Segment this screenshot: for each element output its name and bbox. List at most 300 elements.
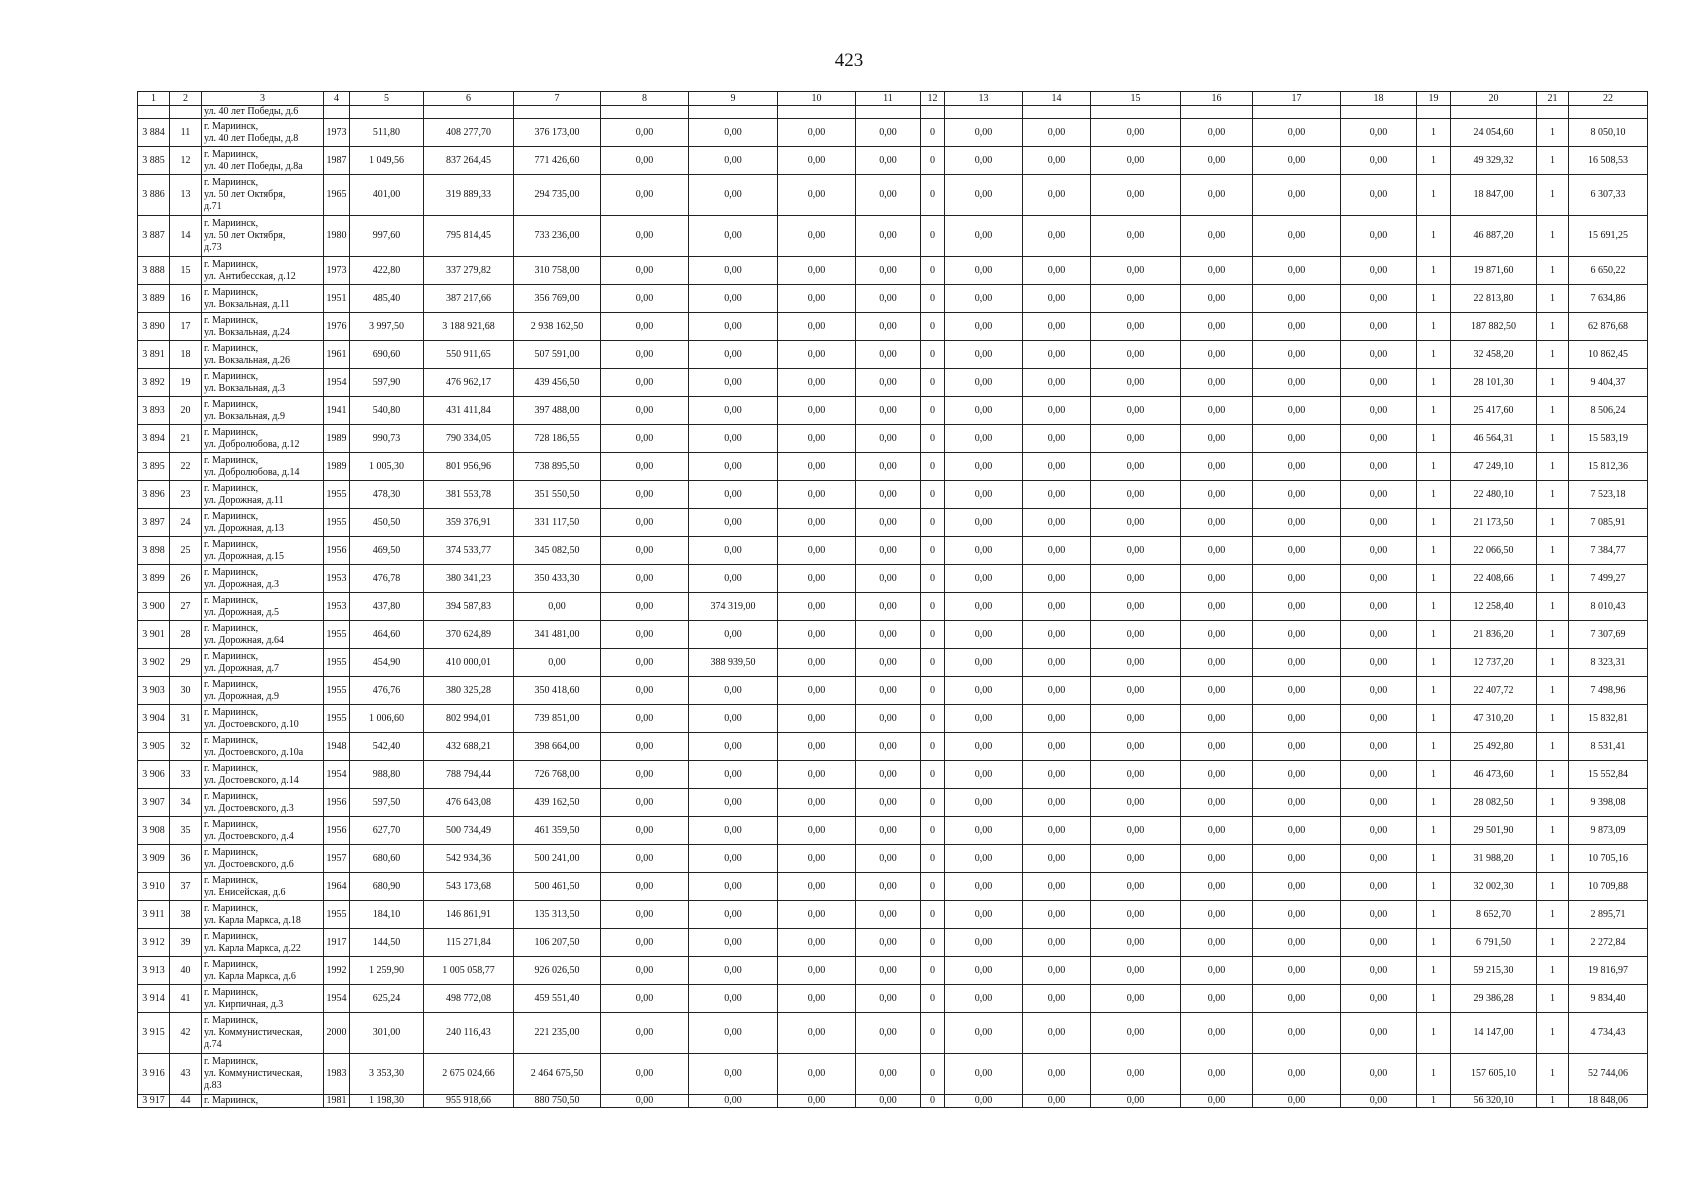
table-cell: 408 277,70 xyxy=(424,119,514,147)
table-cell: 0,00 xyxy=(601,733,689,761)
table-cell: 0,00 xyxy=(601,761,689,789)
table-cell: 0,00 xyxy=(689,119,778,147)
table-row xyxy=(138,705,1648,733)
table-cell: 0,00 xyxy=(1341,761,1417,789)
table-cell: 476 643,08 xyxy=(424,789,514,817)
table-cell: 0,00 xyxy=(689,216,778,257)
table-cell: 0,00 xyxy=(856,257,921,285)
table-cell: 12 737,20 xyxy=(1451,649,1537,677)
table-cell: 1 xyxy=(1537,1013,1569,1054)
table-cell: 788 794,44 xyxy=(424,761,514,789)
table-cell: 1948 xyxy=(324,733,350,761)
table-row xyxy=(138,509,1648,537)
table-cell: 0,00 xyxy=(601,119,689,147)
table-cell: 3 888 xyxy=(138,257,170,285)
table-cell: 3 895 xyxy=(138,453,170,481)
address-cell: г. Мариинск, ул. Дорожная, д.3 xyxy=(202,565,324,593)
table-cell: 0,00 xyxy=(1181,509,1253,537)
table-cell: 0,00 xyxy=(1341,817,1417,845)
table-cell: 459 551,40 xyxy=(514,985,601,1013)
table-cell: 2 464 675,50 xyxy=(514,1054,601,1095)
table-cell: 301,00 xyxy=(350,1013,424,1054)
table-row xyxy=(138,1013,1648,1054)
table-cell: 2 938 162,50 xyxy=(514,313,601,341)
table-cell: 464,60 xyxy=(350,621,424,649)
table-cell: 0,00 xyxy=(856,873,921,901)
table-cell: 3 891 xyxy=(138,341,170,369)
table-cell: 0,00 xyxy=(1253,1054,1341,1095)
table-row xyxy=(138,481,1648,509)
table-cell: 0,00 xyxy=(1181,537,1253,565)
table-cell: 29 xyxy=(170,649,202,677)
table-cell: 0,00 xyxy=(778,593,856,621)
table-cell: 1 xyxy=(1537,369,1569,397)
table-cell: 3 889 xyxy=(138,285,170,313)
table-cell: 0,00 xyxy=(1341,119,1417,147)
table-cell: 18 847,00 xyxy=(1451,175,1537,216)
table-cell: 0,00 xyxy=(601,257,689,285)
table-cell: 1964 xyxy=(324,873,350,901)
table-cell: 0,00 xyxy=(1091,761,1181,789)
table-cell: 0,00 xyxy=(1023,957,1091,985)
table-cell: 15 xyxy=(170,257,202,285)
table-cell: 1 xyxy=(1417,733,1451,761)
data-table xyxy=(137,91,1648,1108)
table-cell: 24 054,60 xyxy=(1451,119,1537,147)
table-cell: 1 xyxy=(1417,1013,1451,1054)
table-cell: 0,00 xyxy=(945,1013,1023,1054)
table-cell: 0,00 xyxy=(1091,1054,1181,1095)
table-cell xyxy=(324,106,350,119)
column-header: 12 xyxy=(921,92,945,106)
table-cell: 597,90 xyxy=(350,369,424,397)
table-cell: 0 xyxy=(921,985,945,1013)
table-cell: 370 624,89 xyxy=(424,621,514,649)
table-cell: 0,00 xyxy=(778,313,856,341)
table-cell: 485,40 xyxy=(350,285,424,313)
table-cell: 374 319,00 xyxy=(689,593,778,621)
table-cell: 0,00 xyxy=(1091,313,1181,341)
table-cell: 0,00 xyxy=(778,985,856,1013)
table-cell: 3 903 xyxy=(138,677,170,705)
table-cell: 46 564,31 xyxy=(1451,425,1537,453)
table-cell: 0,00 xyxy=(778,621,856,649)
table-cell: 3 910 xyxy=(138,873,170,901)
table-cell: 0,00 xyxy=(945,677,1023,705)
table-cell: 0,00 xyxy=(601,369,689,397)
column-header: 7 xyxy=(514,92,601,106)
table-cell: 0,00 xyxy=(1091,873,1181,901)
table-cell: 1 259,90 xyxy=(350,957,424,985)
table-row xyxy=(138,216,1648,257)
table-cell: 0,00 xyxy=(1023,621,1091,649)
table-cell: 19 xyxy=(170,369,202,397)
table-cell: 388 939,50 xyxy=(689,649,778,677)
table-cell: 0,00 xyxy=(945,1054,1023,1095)
table-cell: 1 xyxy=(1417,537,1451,565)
table-cell: 22 813,80 xyxy=(1451,285,1537,313)
table-cell: 1 xyxy=(1417,901,1451,929)
table-cell: 0,00 xyxy=(1023,397,1091,425)
table-cell: 0,00 xyxy=(1023,761,1091,789)
table-cell: 32 xyxy=(170,733,202,761)
table-cell: 0,00 xyxy=(1253,817,1341,845)
table-cell: 42 xyxy=(170,1013,202,1054)
table-row xyxy=(138,119,1648,147)
table-cell: 7 634,86 xyxy=(1569,285,1648,313)
table-cell: 478,30 xyxy=(350,481,424,509)
table-cell: 0,00 xyxy=(1091,817,1181,845)
table-cell: 0,00 xyxy=(1341,313,1417,341)
table-cell: 9 873,09 xyxy=(1569,817,1648,845)
table-cell: 1 xyxy=(1537,649,1569,677)
table-cell: 187 882,50 xyxy=(1451,313,1537,341)
table-cell: 0,00 xyxy=(1091,677,1181,705)
table-cell: 437,80 xyxy=(350,593,424,621)
table-cell: 0,00 xyxy=(1181,341,1253,369)
table-cell: 0,00 xyxy=(945,873,1023,901)
table-cell: 0,00 xyxy=(601,341,689,369)
table-cell: 1 xyxy=(1537,929,1569,957)
table-row xyxy=(138,1054,1648,1095)
table-cell: 955 918,66 xyxy=(424,1095,514,1108)
table-cell xyxy=(138,106,170,119)
table-cell: 627,70 xyxy=(350,817,424,845)
table-cell xyxy=(601,106,689,119)
table-cell: 1 xyxy=(1417,285,1451,313)
table-cell: 1955 xyxy=(324,481,350,509)
table-cell: 0,00 xyxy=(1023,537,1091,565)
table-cell: 1 xyxy=(1537,789,1569,817)
table-cell: 0,00 xyxy=(1341,285,1417,313)
table-cell: 0,00 xyxy=(778,705,856,733)
address-cell: г. Мариинск, ул. 50 лет Октября, д.73 xyxy=(202,216,324,257)
table-cell: 1954 xyxy=(324,985,350,1013)
table-cell: 23 xyxy=(170,481,202,509)
table-cell: 728 186,55 xyxy=(514,425,601,453)
table-cell: 3 915 xyxy=(138,1013,170,1054)
table-cell: 0,00 xyxy=(1091,425,1181,453)
table-cell xyxy=(170,106,202,119)
table-cell: 0,00 xyxy=(601,873,689,901)
table-row xyxy=(138,341,1648,369)
table-cell: 498 772,08 xyxy=(424,985,514,1013)
address-cell: г. Мариинск, ул. Коммунистическая, д.83 xyxy=(202,1054,324,1095)
table-cell: 10 862,45 xyxy=(1569,341,1648,369)
table-cell xyxy=(1253,106,1341,119)
table-cell xyxy=(1537,106,1569,119)
address-cell: г. Мариинск, ул. Добролюбова, д.12 xyxy=(202,425,324,453)
table-cell: 0,00 xyxy=(778,537,856,565)
table-cell: 3 900 xyxy=(138,593,170,621)
table-cell: 0,00 xyxy=(778,901,856,929)
column-header: 11 xyxy=(856,92,921,106)
table-cell: 0,00 xyxy=(1023,565,1091,593)
table-cell: 0,00 xyxy=(856,985,921,1013)
table-cell: 0,00 xyxy=(1253,789,1341,817)
table-cell: 880 750,50 xyxy=(514,1095,601,1108)
table-cell: 8 010,43 xyxy=(1569,593,1648,621)
table-cell: 0,00 xyxy=(1091,565,1181,593)
table-cell: 0,00 xyxy=(1253,845,1341,873)
table-cell: 0,00 xyxy=(1023,705,1091,733)
table-cell: 47 310,20 xyxy=(1451,705,1537,733)
table-cell: 0,00 xyxy=(1091,901,1181,929)
table-cell: 3 901 xyxy=(138,621,170,649)
table-cell: 1 xyxy=(1417,565,1451,593)
table-cell: 0 xyxy=(921,119,945,147)
table-cell: 0,00 xyxy=(1091,985,1181,1013)
table-cell: 398 664,00 xyxy=(514,733,601,761)
table-cell: 0,00 xyxy=(601,817,689,845)
column-header: 16 xyxy=(1181,92,1253,106)
table-cell: 43 xyxy=(170,1054,202,1095)
table-cell: 0,00 xyxy=(1091,341,1181,369)
table-cell: 28 101,30 xyxy=(1451,369,1537,397)
table-cell: 0,00 xyxy=(945,649,1023,677)
table-cell: 1 xyxy=(1417,216,1451,257)
table-cell: 0,00 xyxy=(1253,761,1341,789)
table-row xyxy=(138,1095,1648,1108)
table-cell: 542,40 xyxy=(350,733,424,761)
table-row xyxy=(138,817,1648,845)
table-cell: 0,00 xyxy=(689,957,778,985)
table-cell: 3 188 921,68 xyxy=(424,313,514,341)
table-cell: 0,00 xyxy=(689,1095,778,1108)
table-cell: 144,50 xyxy=(350,929,424,957)
column-header: 2 xyxy=(170,92,202,106)
table-cell: 7 498,96 xyxy=(1569,677,1648,705)
table-cell: 0 xyxy=(921,257,945,285)
table-cell: 0,00 xyxy=(601,397,689,425)
table-cell: 8 506,24 xyxy=(1569,397,1648,425)
table-cell: 0,00 xyxy=(945,397,1023,425)
table-cell: 0,00 xyxy=(945,509,1023,537)
table-cell: 7 085,91 xyxy=(1569,509,1648,537)
table-cell: 1 005 058,77 xyxy=(424,957,514,985)
table-cell: 1 xyxy=(1417,369,1451,397)
table-cell: 0,00 xyxy=(1341,1095,1417,1108)
table-cell: 0,00 xyxy=(1091,453,1181,481)
table-cell: 0,00 xyxy=(778,341,856,369)
table-cell: 1 049,56 xyxy=(350,147,424,175)
table-cell: 0,00 xyxy=(1253,677,1341,705)
table-cell: 0,00 xyxy=(778,369,856,397)
table-cell: 1 xyxy=(1417,873,1451,901)
table-row xyxy=(138,761,1648,789)
table-cell: 0,00 xyxy=(689,397,778,425)
table-cell: 19 816,97 xyxy=(1569,957,1648,985)
table-cell: 0,00 xyxy=(778,1013,856,1054)
table-cell xyxy=(350,106,424,119)
table-cell: 0 xyxy=(921,761,945,789)
table-cell: 0,00 xyxy=(1023,1013,1091,1054)
table-cell: 0,00 xyxy=(1253,621,1341,649)
table-cell: 1976 xyxy=(324,313,350,341)
table-cell: 0,00 xyxy=(1181,481,1253,509)
table-cell: 0,00 xyxy=(1091,537,1181,565)
table-cell: 0 xyxy=(921,677,945,705)
table-cell: 0,00 xyxy=(689,481,778,509)
table-row xyxy=(138,425,1648,453)
table-cell: 0,00 xyxy=(1091,369,1181,397)
table-cell: 0,00 xyxy=(1181,845,1253,873)
table-cell: 0,00 xyxy=(1023,257,1091,285)
table-cell: 0,00 xyxy=(945,593,1023,621)
table-cell: 337 279,82 xyxy=(424,257,514,285)
address-cell: г. Мариинск, ул. Достоевского, д.3 xyxy=(202,789,324,817)
table-cell: 0,00 xyxy=(1023,369,1091,397)
table-cell: 1 xyxy=(1537,901,1569,929)
table-cell: 450,50 xyxy=(350,509,424,537)
table-cell: 0 xyxy=(921,313,945,341)
table-cell: 1 xyxy=(1537,425,1569,453)
table-cell: 2000 xyxy=(324,1013,350,1054)
address-cell: г. Мариинск, ул. Дорожная, д.5 xyxy=(202,593,324,621)
table-cell: 1961 xyxy=(324,341,350,369)
table-cell: 1 xyxy=(1537,481,1569,509)
table-cell: 356 769,00 xyxy=(514,285,601,313)
table-cell: 0 xyxy=(921,481,945,509)
table-cell: 1953 xyxy=(324,565,350,593)
table-cell: 1 xyxy=(1537,705,1569,733)
table-cell: 1 xyxy=(1417,481,1451,509)
table-cell: 0,00 xyxy=(1253,873,1341,901)
table-cell: 1 xyxy=(1417,1054,1451,1095)
table-row xyxy=(138,929,1648,957)
table-cell: 0,00 xyxy=(856,341,921,369)
table-cell: 0 xyxy=(921,817,945,845)
table-cell: 0,00 xyxy=(778,1054,856,1095)
table-cell: 0,00 xyxy=(945,257,1023,285)
table-cell: 0,00 xyxy=(945,761,1023,789)
table-cell: 0,00 xyxy=(1253,285,1341,313)
table-cell: 0,00 xyxy=(856,425,921,453)
table-cell: 0,00 xyxy=(778,285,856,313)
table-cell: 0,00 xyxy=(1253,1095,1341,1108)
table-cell: 0,00 xyxy=(601,677,689,705)
table-cell: 0,00 xyxy=(1023,593,1091,621)
table-cell: 0,00 xyxy=(1181,175,1253,216)
table-cell: 31 988,20 xyxy=(1451,845,1537,873)
table-cell: 0,00 xyxy=(856,285,921,313)
table-cell: 0,00 xyxy=(778,257,856,285)
table-cell: 0,00 xyxy=(1253,369,1341,397)
table-cell: 1 198,30 xyxy=(350,1095,424,1108)
table-cell: 3 902 xyxy=(138,649,170,677)
table-cell: 0,00 xyxy=(1181,216,1253,257)
table-cell: 20 xyxy=(170,397,202,425)
table-cell: 0,00 xyxy=(1253,649,1341,677)
table-cell: 0,00 xyxy=(1023,216,1091,257)
table-cell: 0,00 xyxy=(778,397,856,425)
table-cell: 62 876,68 xyxy=(1569,313,1648,341)
table-cell: 0,00 xyxy=(1091,257,1181,285)
table-cell: 0,00 xyxy=(1181,761,1253,789)
table-cell: 0,00 xyxy=(601,313,689,341)
table-cell: 22 408,66 xyxy=(1451,565,1537,593)
table-cell: 0,00 xyxy=(1181,593,1253,621)
table-cell: 0,00 xyxy=(689,677,778,705)
table-cell: 0,00 xyxy=(689,285,778,313)
table-cell: 1953 xyxy=(324,593,350,621)
column-header: 15 xyxy=(1091,92,1181,106)
table-cell: 0,00 xyxy=(1023,873,1091,901)
column-header: 3 xyxy=(202,92,324,106)
table-cell: 0 xyxy=(921,873,945,901)
table-cell: 0,00 xyxy=(1181,257,1253,285)
table-cell: 1 xyxy=(1537,341,1569,369)
table-cell: 0 xyxy=(921,957,945,985)
table-cell: 40 xyxy=(170,957,202,985)
table-cell: 511,80 xyxy=(350,119,424,147)
table-cell: 0,00 xyxy=(1091,397,1181,425)
table-row xyxy=(138,565,1648,593)
table-cell: 14 147,00 xyxy=(1451,1013,1537,1054)
table-cell: 0,00 xyxy=(601,481,689,509)
table-cell: 146 861,91 xyxy=(424,901,514,929)
table-cell: 15 812,36 xyxy=(1569,453,1648,481)
table-cell: 0,00 xyxy=(856,119,921,147)
table-cell: 0,00 xyxy=(689,621,778,649)
table-cell: 790 334,05 xyxy=(424,425,514,453)
table-cell: 1 xyxy=(1417,425,1451,453)
table-cell: 3 909 xyxy=(138,845,170,873)
table-cell: 0,00 xyxy=(778,761,856,789)
table-cell: 0,00 xyxy=(778,1095,856,1108)
table-cell: 7 307,69 xyxy=(1569,621,1648,649)
page-number: 423 xyxy=(834,50,864,71)
table-cell: 0,00 xyxy=(601,1013,689,1054)
table-cell: 0,00 xyxy=(1023,677,1091,705)
table-cell: 359 376,91 xyxy=(424,509,514,537)
table-cell: 21 173,50 xyxy=(1451,509,1537,537)
table-cell: 0,00 xyxy=(1023,453,1091,481)
table-cell: 3 913 xyxy=(138,957,170,985)
table-row xyxy=(138,621,1648,649)
table-cell xyxy=(514,106,601,119)
table-cell: 0,00 xyxy=(1341,257,1417,285)
table-row xyxy=(138,985,1648,1013)
table-cell: 25 492,80 xyxy=(1451,733,1537,761)
table-cell: 0 xyxy=(921,705,945,733)
table-cell: 1954 xyxy=(324,369,350,397)
table-cell: 0,00 xyxy=(601,649,689,677)
table-cell: 0,00 xyxy=(1091,481,1181,509)
table-cell: 27 xyxy=(170,593,202,621)
table-cell: 37 xyxy=(170,873,202,901)
table-cell: 3 905 xyxy=(138,733,170,761)
table-cell: 3 885 xyxy=(138,147,170,175)
table-cell: 22 066,50 xyxy=(1451,537,1537,565)
table-cell: 0,00 xyxy=(1253,733,1341,761)
table-cell: 0,00 xyxy=(1253,565,1341,593)
table-cell: 46 887,20 xyxy=(1451,216,1537,257)
table-cell: 1955 xyxy=(324,901,350,929)
table-cell: 33 xyxy=(170,761,202,789)
table-cell: 0 xyxy=(921,901,945,929)
table-cell: 733 236,00 xyxy=(514,216,601,257)
table-cell: 795 814,45 xyxy=(424,216,514,257)
table-cell: 431 411,84 xyxy=(424,397,514,425)
table-cell: 9 398,08 xyxy=(1569,789,1648,817)
table-cell: 7 499,27 xyxy=(1569,565,1648,593)
table-cell: 0,00 xyxy=(856,901,921,929)
table-cell: 0,00 xyxy=(856,369,921,397)
table-cell: 0,00 xyxy=(856,537,921,565)
table-cell: 0 xyxy=(921,1013,945,1054)
table-cell: 0,00 xyxy=(945,705,1023,733)
